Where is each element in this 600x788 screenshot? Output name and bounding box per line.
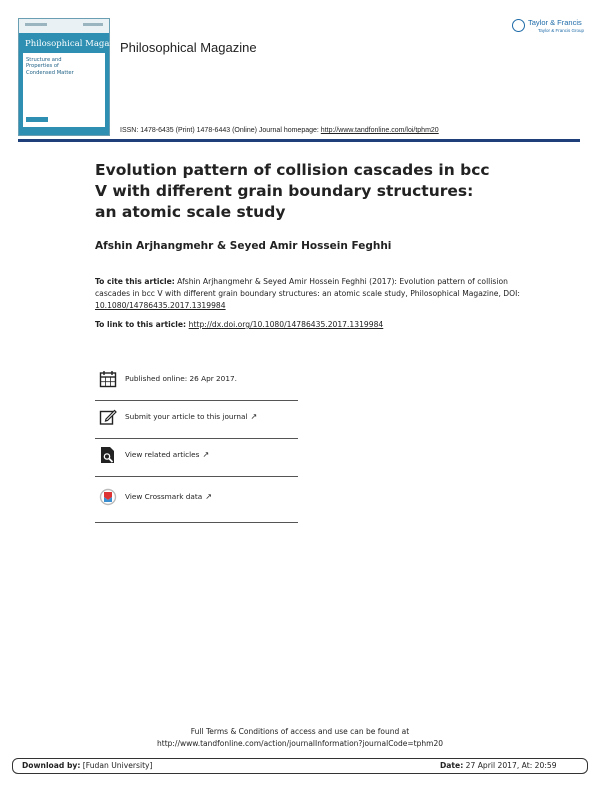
cover-journal-name: Philosophical Magazine bbox=[25, 39, 128, 49]
submit-article-label: Submit your article to this journal bbox=[125, 412, 248, 421]
related-articles-link[interactable] bbox=[125, 450, 209, 459]
crossmark-label: View Crossmark data bbox=[125, 492, 203, 501]
crossmark-row[interactable] bbox=[95, 476, 298, 523]
download-date bbox=[440, 761, 557, 770]
external-link-icon: ↗ bbox=[205, 492, 212, 501]
publisher-name: Taylor & Francis bbox=[528, 18, 582, 27]
journal-title: Philosophical Magazine bbox=[120, 40, 257, 55]
download-by-value: [Fudan University] bbox=[80, 761, 153, 770]
external-link-icon: ↗ bbox=[202, 450, 210, 459]
cover-subtitle-line: Properties of bbox=[26, 63, 59, 70]
download-date-label: Date: bbox=[440, 761, 464, 770]
crossmark-icon bbox=[99, 488, 117, 506]
journal-homepage-link[interactable]: http://www.tandfonline.com/loi/tphm20 bbox=[320, 127, 439, 134]
related-articles-row[interactable] bbox=[95, 438, 298, 477]
edit-icon bbox=[99, 408, 117, 426]
article-link-label: To link to this article: bbox=[95, 320, 189, 329]
cover-subtitle-line: Structure and bbox=[26, 57, 62, 63]
download-date-value: 27 April 2017, At: 20:59 bbox=[463, 761, 557, 770]
crossmark-link[interactable] bbox=[125, 492, 212, 501]
download-by bbox=[22, 761, 153, 770]
cover-top-band bbox=[19, 19, 109, 33]
citation-block bbox=[95, 276, 525, 312]
citation-doi-link[interactable]: 10.1080/14786435.2017.1319984 bbox=[95, 301, 226, 310]
citation-text: Afshin Arjhangmehr & Seyed Amir Hossein Feghhi (2017): Evolution pattern of collision cascades in bcc V with different grain boundary structures: an atomic scale study, Philosophical Magazine, DOI: bbox=[95, 277, 520, 298]
header-divider bbox=[18, 139, 580, 142]
submit-article-link[interactable] bbox=[125, 412, 257, 421]
terms-text: Full Terms & Conditions of access and use can be found at bbox=[190, 727, 410, 736]
related-articles-icon bbox=[99, 446, 117, 464]
article-link-line bbox=[95, 320, 383, 329]
download-by-label: Download by: bbox=[22, 761, 81, 770]
cover-subtitle-line: Condensed Matter bbox=[26, 69, 74, 76]
cover-publisher-logo bbox=[26, 117, 48, 122]
citation-label: To cite this article: bbox=[95, 277, 175, 286]
terms-url[interactable]: http://www.tandfonline.com/action/journalInformation?journalCode=tphm20 bbox=[157, 739, 443, 748]
published-online-text: Published online: 26 Apr 2017. bbox=[125, 374, 237, 383]
article-title: Evolution pattern of collision cascades in bcc V with different grain boundary structures: an atomic scale study bbox=[95, 161, 490, 221]
article-doi-url[interactable]: http://dx.doi.org/10.1080/14786435.2017.1319984 bbox=[188, 320, 384, 329]
article-authors: Afshin Arjhangmehr & Seyed Amir Hossein Feghhi bbox=[95, 240, 392, 252]
cover-subtitle bbox=[26, 57, 74, 76]
journal-cover-thumbnail bbox=[18, 18, 128, 136]
submit-article-row[interactable] bbox=[95, 400, 298, 439]
publisher-group: Taylor & Francis Group bbox=[538, 28, 585, 33]
publisher-logo-icon bbox=[512, 19, 525, 32]
calendar-icon bbox=[99, 370, 117, 388]
issn-text: ISSN: 1478-6435 (Print) 1478-6443 (Online) Journal homepage: bbox=[120, 127, 321, 134]
related-articles-label: View related articles bbox=[125, 450, 200, 459]
published-online-row bbox=[95, 362, 298, 401]
publisher-logo[interactable] bbox=[512, 16, 584, 38]
issn-line bbox=[120, 127, 439, 134]
external-link-icon: ↗ bbox=[250, 412, 258, 421]
